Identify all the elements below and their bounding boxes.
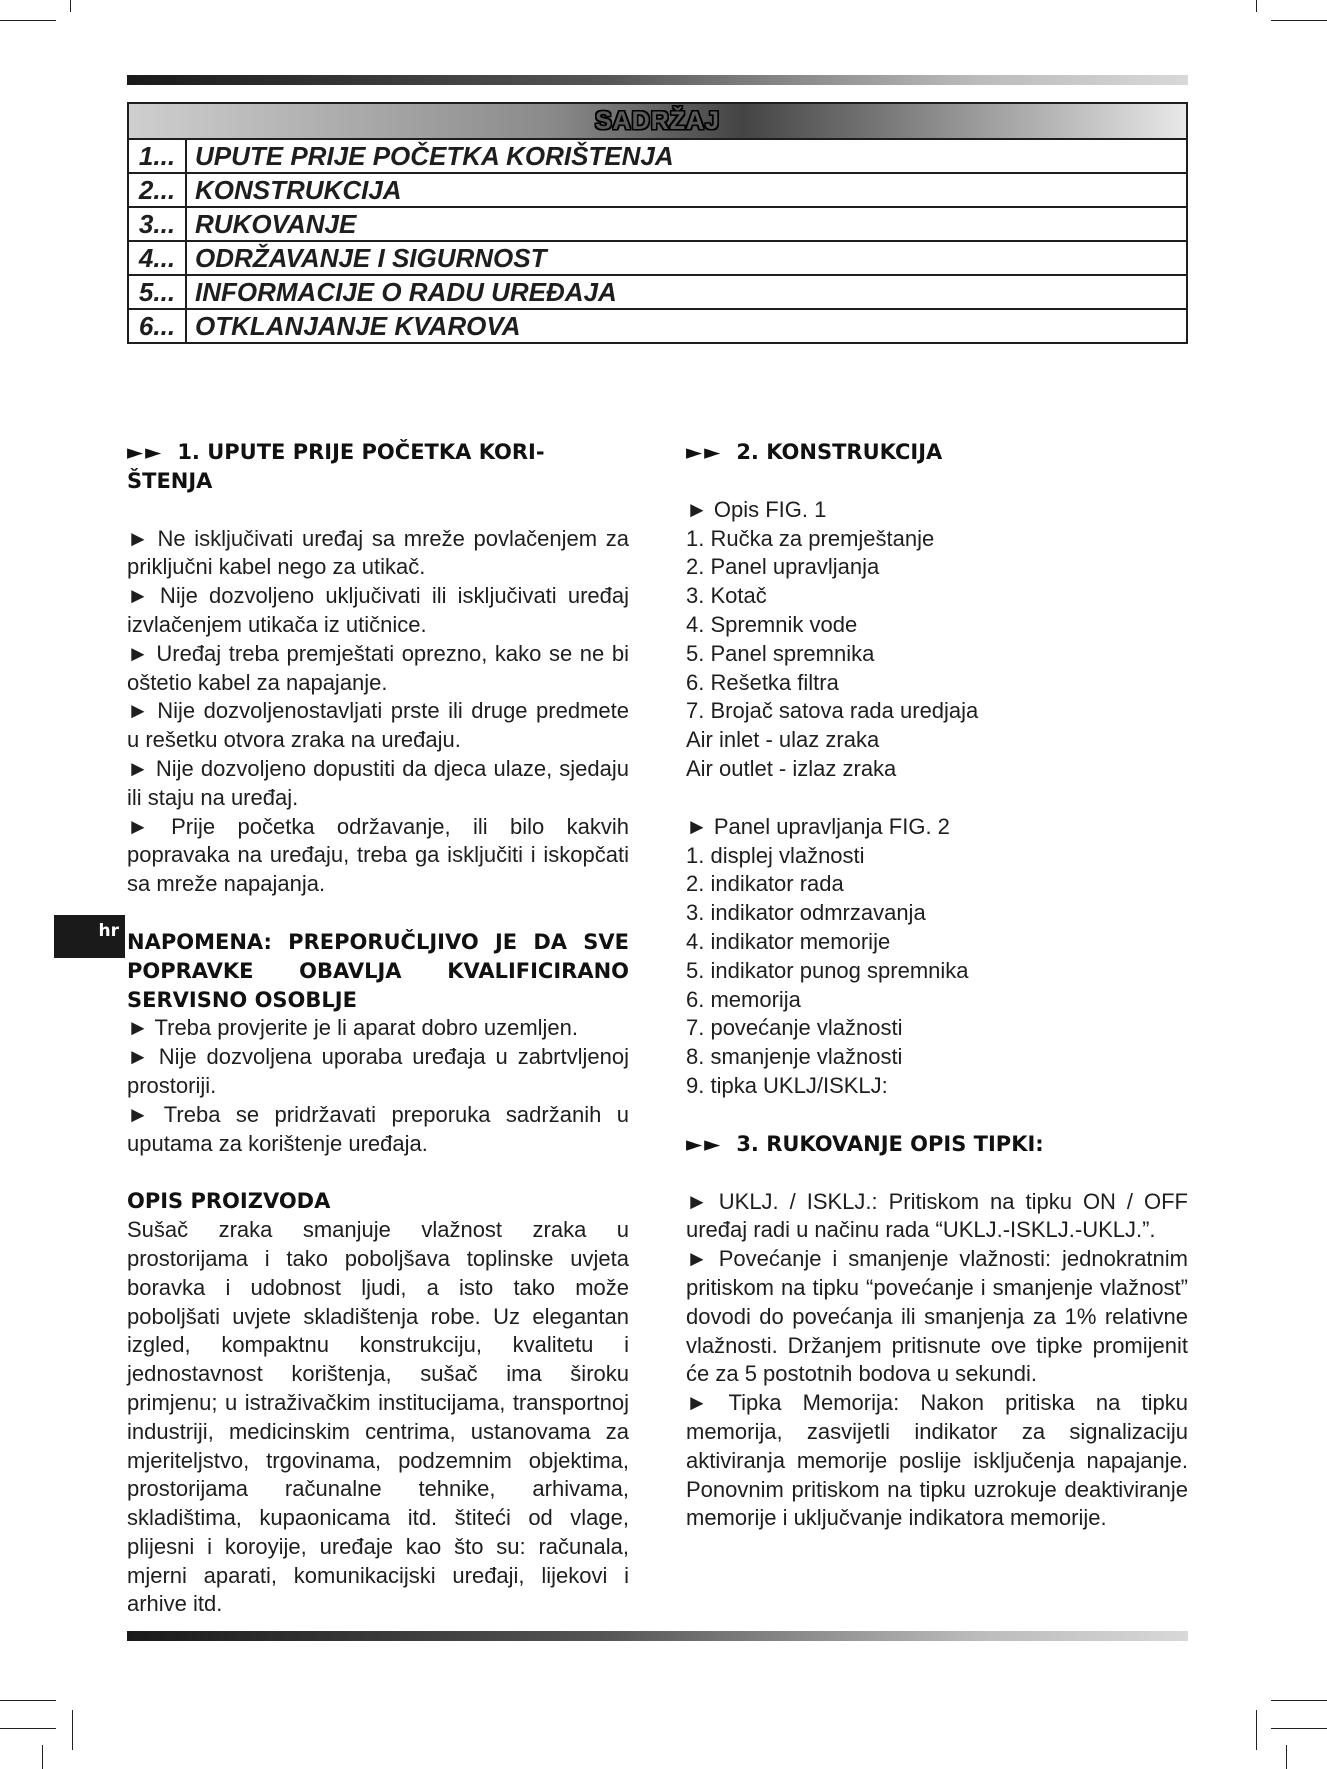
operation-paragraph: ► UKLJ. / ISKLJ.: Pritiskom na tipku ON / OFF uređaj radi u načinu rada “UKLJ.-ISKLJ.-UKLJ.”. — [686, 1188, 1188, 1243]
fig1-item: Air outlet - izlaz zraka — [686, 755, 897, 781]
safety-bullet: ► Uređaj treba premještati oprezno, kako se ne bi oštetio kabel za napajanje. — [127, 640, 629, 695]
contents-row-label: RUKOVANJE — [186, 207, 1187, 241]
contents-row-label: UPUTE PRIJE POČETKA KORIŠTENJA — [186, 139, 1187, 173]
fig2-item: 8. smanjenje vlažnosti — [686, 1044, 903, 1070]
contents-row-label: ODRŽAVANJE I SIGURNOST — [186, 241, 1187, 275]
top-gradient-bar — [127, 75, 1188, 85]
crop-mark — [0, 1728, 56, 1729]
left-column — [127, 438, 629, 1619]
crop-mark — [1271, 1728, 1327, 1729]
safety-bullet: ► Nije dozvoljeno dopustiti da djeca ulaze, sjedaju ili staju na uređaj. — [127, 755, 629, 810]
fig2-item: 3. indikator odmrzavanja — [686, 900, 926, 926]
crop-mark — [72, 1710, 73, 1750]
fig1-item: 4. Spremnik vode — [686, 611, 858, 637]
contents-row-number: 3... — [128, 207, 186, 241]
product-heading: OPIS PROIZVODA — [127, 1189, 331, 1214]
safety-bullet: ► Ne isključivati uređaj sa mreže povlačenjem za priključni kabel nego za utikač. — [127, 525, 629, 580]
crop-mark — [1256, 0, 1257, 12]
contents-table — [127, 102, 1188, 344]
crop-mark — [0, 1700, 56, 1701]
section-1-heading — [127, 438, 629, 496]
note-bullet: ► Treba provjerite je li aparat dobro uzemljen. — [127, 1015, 578, 1041]
note-heading: NAPOMENA: PREPORUČLJIVO JE DA SVE POPRAVKE OBAVLJA KVALIFICIRANO SERVISNO OSOBLJE — [127, 929, 629, 1012]
contents-row-number: 5... — [128, 275, 186, 309]
note-bullet: ► Nije dozvoljena uporaba uređaja u zabrtvljenoj prostoriji. — [127, 1044, 629, 1098]
fig1-item: 3. Kotač — [686, 583, 767, 609]
section-2-title: 2. KONSTRUKCIJA — [736, 440, 943, 464]
contents-row-label: INFORMACIJE O RADU UREĐAJA — [186, 275, 1187, 309]
contents-row — [128, 173, 1187, 207]
fig2-item: 6. memorija — [686, 986, 801, 1012]
contents-row-number: 2... — [128, 173, 186, 207]
fig2-title: ► Panel upravljanja FIG. 2 — [686, 813, 950, 839]
crop-mark — [70, 0, 71, 12]
section-arrows-icon: ►► — [686, 1131, 723, 1156]
fig2-item: 9. tipka UKLJ/ISKLJ: — [686, 1072, 888, 1098]
fig1-item: Air inlet - ulaz zraka — [686, 727, 880, 753]
crop-mark — [1271, 1700, 1327, 1701]
contents-row-number: 4... — [128, 241, 186, 275]
fig1-item: 5. Panel spremnika — [686, 640, 875, 666]
crop-mark — [0, 20, 56, 21]
contents-row — [128, 309, 1187, 343]
crop-mark — [1256, 1710, 1257, 1750]
contents-title: SADRŽAJ — [128, 103, 1187, 139]
safety-bullet: ► Prije početka održavanje, ili bilo kakvih popravaka na uređaju, treba ga isključiti i iskopčati sa mreže napajanja. — [127, 813, 629, 897]
section-2-heading — [686, 438, 1188, 467]
fig1-title: ► Opis FIG. 1 — [686, 496, 827, 522]
product-description: Sušač zraka smanjuje vlažnost zraka u prostorijama i tako poboljšava toplinske uvjeta boravka i udobnost ljudi, a isto tako može poboljšati uvjete skladištenja robe. Uz elegantan izgled, kompaktnu konstrukciju, kvalitetu i jednostavnost korištenja, sušač ima široku primjenu; u istraživačkim institucijama, transportnoj industriji, medicinskim centrima, ustanovama za mjeriteljstvo, trgovinama, podzemnim objektima, prostorijama računalne tehnike, arhivama, skladištima, kupaonicama itd. štiteći od vlage, plijesni i koroyije, uređaje kao što su: računala, mjerni aparati, komunikacijski uređaji, lijekovi i arhive itd. — [127, 1217, 629, 1617]
crop-mark — [1271, 20, 1327, 21]
right-column — [686, 438, 1188, 1533]
fig1-item: 2. Panel upravljanja — [686, 554, 880, 580]
fig1-item: 1. Ručka za premještanje — [686, 525, 935, 551]
contents-row — [128, 139, 1187, 173]
language-tab: hr — [54, 915, 125, 958]
fig2-item: 7. povećanje vlažnosti — [686, 1015, 903, 1041]
contents-row — [128, 241, 1187, 275]
bottom-gradient-bar — [127, 1631, 1188, 1641]
fig2-item: 1. displej vlažnosti — [686, 842, 865, 868]
fig1-item: 6. Rešetka filtra — [686, 669, 839, 695]
section-1-title: 1. UPUTE PRIJE POČETKA KORI-ŠTENJA — [127, 440, 545, 493]
crop-mark — [1286, 1745, 1287, 1769]
contents-row-label: KONSTRUKCIJA — [186, 173, 1187, 207]
contents-row — [128, 207, 1187, 241]
contents-row-number: 1... — [128, 139, 186, 173]
fig2-item: 5. indikator punog spremnika — [686, 957, 969, 983]
section-arrows-icon: ►► — [686, 440, 723, 464]
operation-paragraph: ► Tipka Memorija: Nakon pritiska na tipku memorija, zasvijetli indikator za signalizaciju aktiviranja memorije poslije isključenja napajanje. Ponovnim pritiskom na tipku uzrokuje deaktiviranje memorije i uključvanje indikatora memorije. — [686, 1390, 1188, 1531]
contents-row — [128, 275, 1187, 309]
operation-paragraph: ► Povećanje i smanjenje vlažnosti: jednokratnim pritiskom na tipku “povećanje i smanjenje vlažnost” dovodi do povećanja ili smanjenja za 1% relativne vlažnosti. Držanjem pritisnute ove tipke promijenit će za 5 postotnih bodova u sekundi. — [686, 1246, 1188, 1387]
safety-bullet: ► Nije dozvoljeno uključivati ili isključivati uređaj izvlačenjem utikača iz utičnice. — [127, 583, 629, 637]
contents-row-number: 6... — [128, 309, 186, 343]
note-bullet: ► Treba se pridržavati preporuka sadržanih u uputama za korištenje uređaja. — [127, 1101, 629, 1156]
fig1-item: 7. Brojač satova rada uredjaja — [686, 698, 979, 724]
crop-mark — [42, 1745, 43, 1769]
section-arrows-icon: ►► — [127, 440, 164, 464]
fig2-item: 2. indikator rada — [686, 871, 844, 897]
safety-bullet: ► Nije dozvoljenostavljati prste ili druge predmete u rešetku otvora zraka na uređaju. — [127, 698, 629, 753]
section-3-title: 3. RUKOVANJE OPIS TIPKI: — [736, 1131, 1044, 1156]
contents-row-label: OTKLANJANJE KVAROVA — [186, 309, 1187, 343]
fig2-item: 4. indikator memorije — [686, 928, 891, 954]
section-3-heading — [686, 1130, 1188, 1159]
